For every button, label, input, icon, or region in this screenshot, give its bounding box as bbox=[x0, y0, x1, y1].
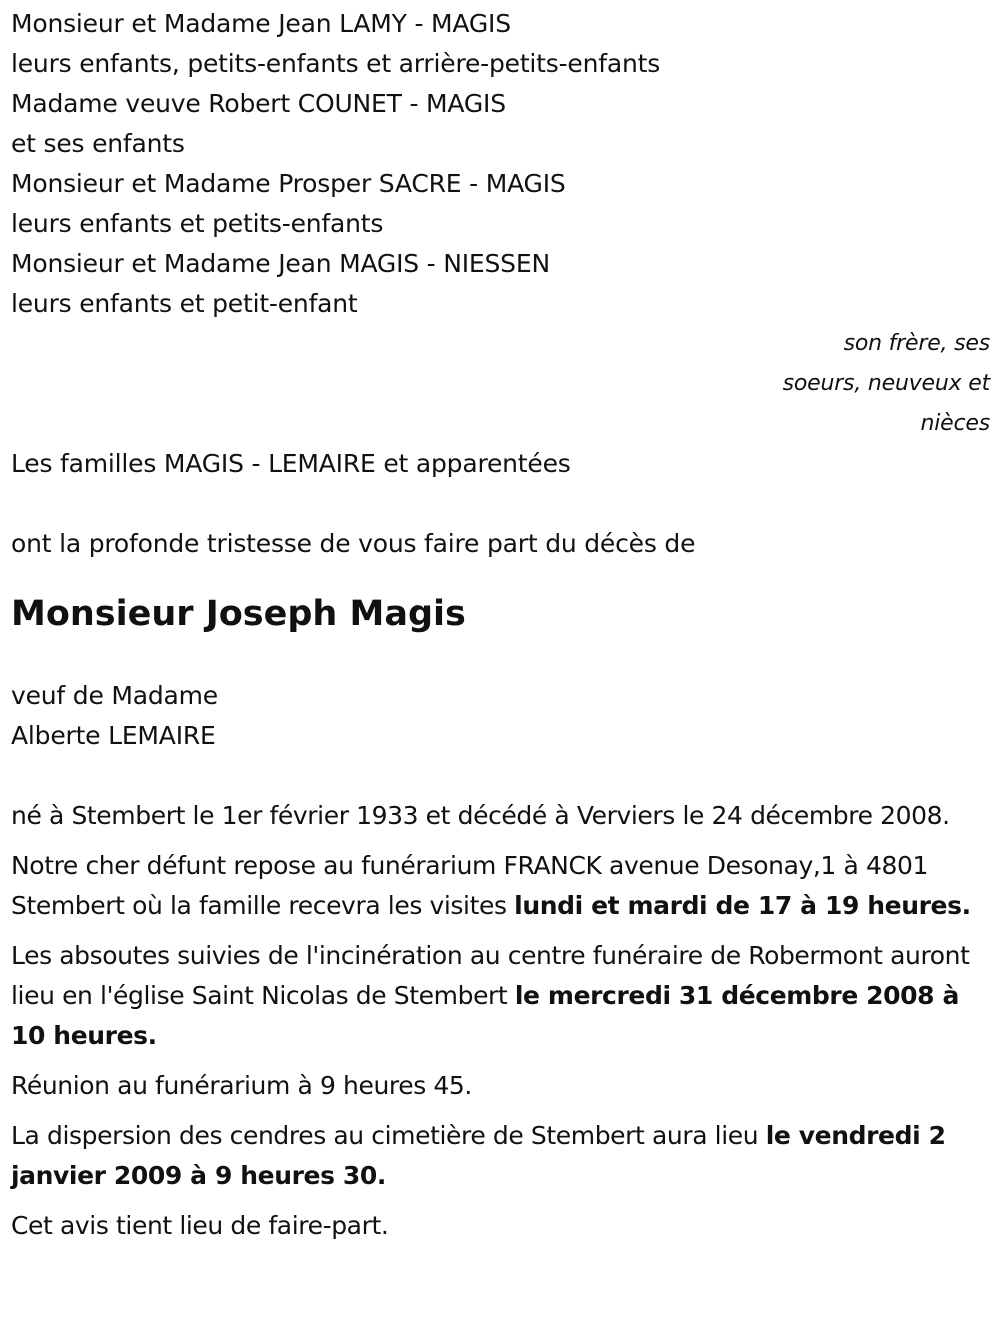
closing-paragraph: Cet avis tient lieu de faire-part. bbox=[11, 1211, 389, 1240]
visits-hours: lundi et mardi de 17 à 19 heures. bbox=[514, 891, 971, 920]
service-paragraph bbox=[11, 936, 990, 1056]
spacer bbox=[11, 484, 990, 524]
spacer bbox=[11, 756, 990, 796]
family-line: leurs enfants, petits-enfants et arrière-petits-enfants bbox=[11, 49, 661, 78]
dispersion-date: le vendredi 2 janvier 2009 à 9 heures 30. bbox=[11, 1121, 946, 1190]
announcement-text: ont la profonde tristesse de vous faire part du décès de bbox=[11, 529, 696, 558]
relation-note bbox=[740, 324, 990, 444]
meeting-paragraph: Réunion au funérarium à 9 heures 45. bbox=[11, 1071, 472, 1100]
relation-line: nièces bbox=[920, 411, 990, 436]
family-line: Madame veuve Robert COUNET - MAGIS bbox=[11, 89, 506, 118]
deceased-name: Monsieur Joseph Magis bbox=[11, 594, 466, 634]
widower-line: Alberte LEMAIRE bbox=[11, 721, 216, 750]
dispersion-paragraph bbox=[11, 1116, 990, 1196]
family-line: Monsieur et Madame Jean LAMY - MAGIS bbox=[11, 9, 511, 38]
family-line: et ses enfants bbox=[11, 129, 185, 158]
family-line: leurs enfants et petits-enfants bbox=[11, 209, 384, 238]
relation-line: son frère, ses bbox=[843, 331, 990, 356]
service-text: Les absoutes suivies de l'incinération au centre funéraire de Robermont auront lieu en l'église Saint Nicolas de Stembert bbox=[11, 941, 970, 1010]
birth-death-paragraph: né à Stembert le 1er février 1933 et décédé à Verviers le 24 décembre 2008. bbox=[11, 801, 950, 830]
widower-info bbox=[11, 676, 990, 756]
dispersion-text: La dispersion des cendres au cimetière de Stembert aura lieu bbox=[11, 1121, 766, 1150]
family-line: Monsieur et Madame Prosper SACRE - MAGIS bbox=[11, 169, 566, 198]
visits-paragraph bbox=[11, 846, 990, 926]
relation-line: soeurs, neuveux et bbox=[782, 371, 990, 396]
service-date: le mercredi 31 décembre 2008 à 10 heures. bbox=[11, 981, 959, 1050]
visits-text: Notre cher défunt repose au funérarium FRANCK avenue Desonay,1 à 4801 Stembert où la famille recevra les visites bbox=[11, 851, 928, 920]
families-related: Les familles MAGIS - LEMAIRE et apparentées bbox=[11, 449, 571, 478]
family-list bbox=[11, 4, 990, 324]
family-line: Monsieur et Madame Jean MAGIS - NIESSEN bbox=[11, 249, 550, 278]
family-line: leurs enfants et petit-enfant bbox=[11, 289, 358, 318]
widower-line: veuf de Madame bbox=[11, 681, 218, 710]
